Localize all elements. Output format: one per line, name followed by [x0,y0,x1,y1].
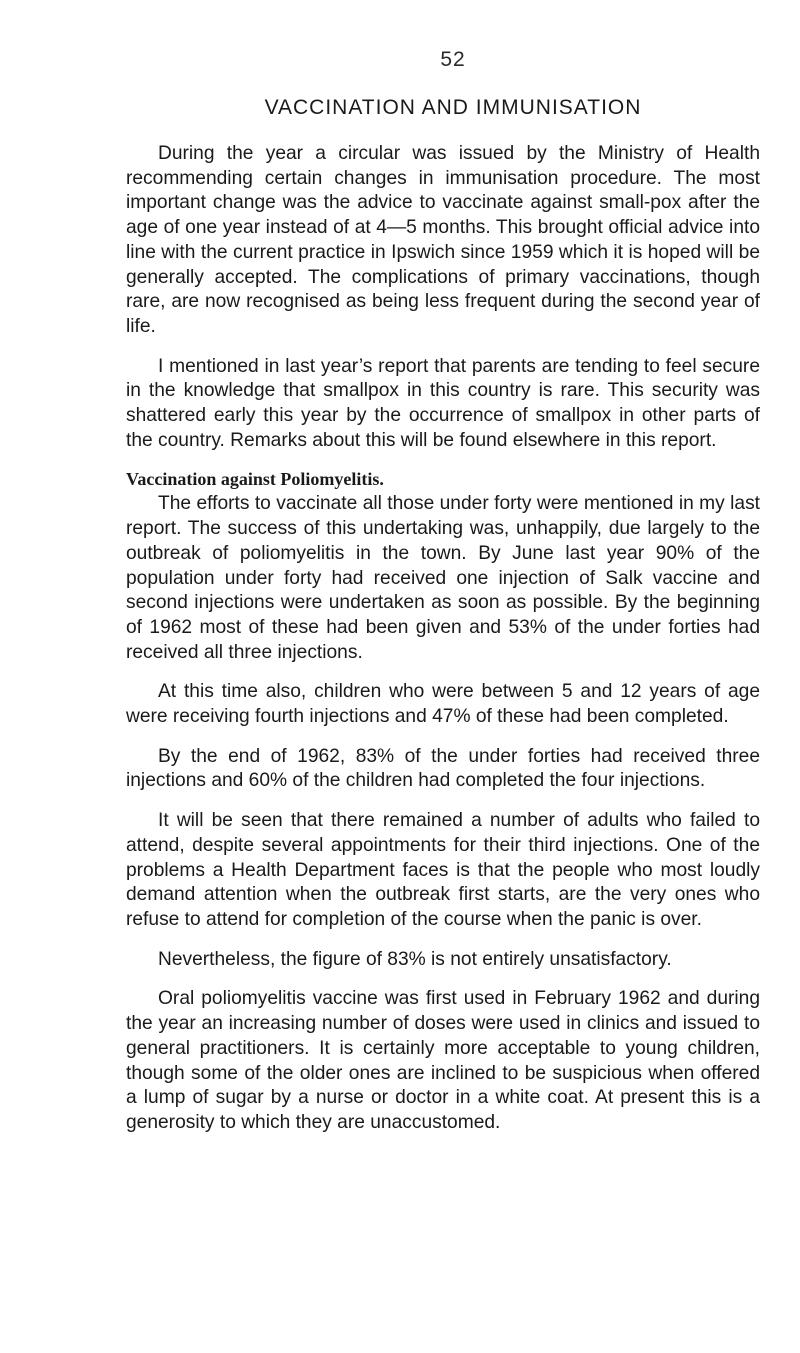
section-heading-poliomyelitis: Vaccination against Poliomyelitis. [126,469,384,490]
paragraph-polio-4: It will be seen that there remained a number of adults who failed to attend, despite several appointments for their third injections. One of the problems a Health Department faces is that the people who most loudly demand attention when the outbreak first starts, are the very ones who refuse to attend for completion of the course when the panic is over. [126,810,760,930]
paragraph-polio-3: By the end of 1962, 83% of the under forties had received three injections and 60% of the children had completed the four injections. [126,745,760,792]
page-title: VACCINATION AND IMMUNISATION [264,96,642,119]
paragraph-polio-6: Oral poliomyelitis vaccine was first used in February 1962 and during the year an increasing number of doses were used in clinics and issued to general practitioners. It is certainly more acceptable to young children, though some of the older ones are inclined to be suspicious when offered a lump of sugar by a nurse or doctor in a white coat. At present this is a generosity to which they are unaccustomed. [126,988,760,1133]
page-number: 52 [440,48,466,71]
paragraph-intro-2: I mentioned in last year’s report that parents are tending to feel secure in the knowledge that smallpox in this country is rare. This security was shattered early this year by the occurrence of smallpox in other parts of the country. Remarks about this will be found elsewhere in this report. [126,355,760,451]
document-page [126,48,760,1151]
paragraph-polio-1: The efforts to vaccinate all those under forty were mentioned in my last report. The success of this undertaking was, unhappily, due largely to the outbreak of poliomyelitis in the town. By June last year 90% of the population under forty had received one injection of Salk vaccine and second injections were undertaken as soon as possible. By the beginning of 1962 most of these had been given and 53% of the under forties had received all three injections. [126,493,760,663]
paragraph-polio-5: Nevertheless, the figure of 83% is not entirely unsatisfactory. [158,948,672,970]
paragraph-intro-1: During the year a circular was issued by the Ministry of Health recommending certain changes in immunisation procedure. The most important change was the advice to vaccinate against small-pox after the age of one year instead of at 4—5 months. This brought official advice into line with the current practice in Ipswich since 1959 which it is hoped will be generally accepted. The complications of primary vaccinations, though rare, are now recognised as being less frequent during the second year of life. [126,143,760,337]
paragraph-polio-2: At this time also, children who were between 5 and 12 years of age were receiving fourth injections and 47% of these had been completed. [126,681,760,728]
